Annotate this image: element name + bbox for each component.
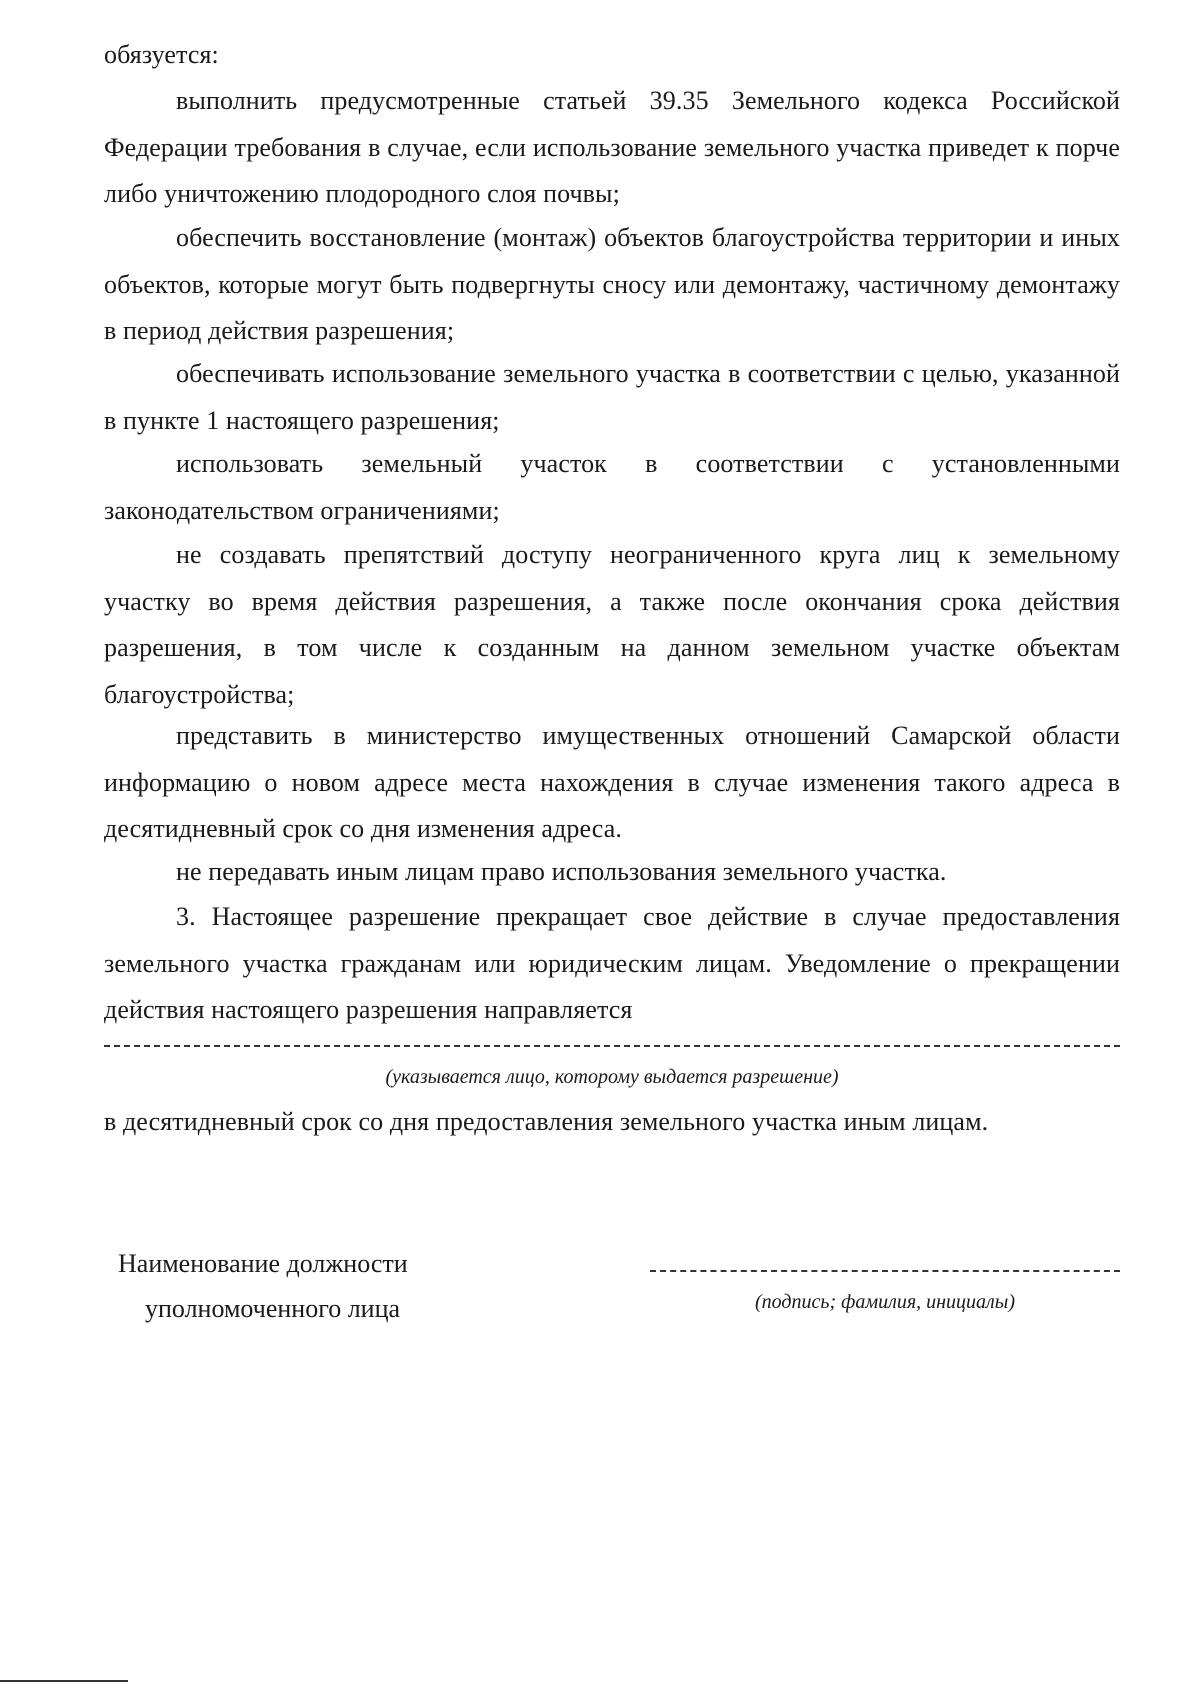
paragraph-no-transfer: не передавать иным лицам право использования земельного участка. [176, 857, 947, 886]
position-title-line2: уполномоченного лица [145, 1294, 401, 1323]
paragraph-termination: 3. Настоящее разрешение прекращает свое действие в случае предоставления земельного участка гражданам или юридическим лицам. Уведомление о прекращении действия настоящего разрешения направляется [104, 902, 1120, 1024]
paragraph-address-change: представить в министерство имущественных отношений Самарской области информацию о новом адресе места нахождения в случае изменения такого адреса в десятидневный срок со дня изменения адреса. [104, 721, 1120, 843]
signature-caption: (подпись; фамилия, инициалы) [755, 1291, 1015, 1313]
recipient-caption: (указывается лицо, которому выдается разрешение) [385, 1066, 839, 1088]
position-title-line1: Наименование должности [118, 1249, 408, 1278]
paragraph-access: не создавать препятствий доступу неограниченного круга лиц к земельному участку во время действия разрешения, а также после окончания срока действия разрешения, в том числе к созданным на данном земельном участке объектам благоустройства; [104, 540, 1120, 709]
paragraph-purpose-use: обеспечивать использование земельного участка в соответствии с целью, указанной в пункте 1 настоящего разрешения; [104, 359, 1120, 435]
paragraph-restrictions: использовать земельный участок в соответствии с установленными законодательством ограничениями; [104, 449, 1120, 525]
recipient-blank-line [104, 1045, 1120, 1047]
signature-blank-line [650, 1270, 1120, 1272]
lead-text: обязуется: [104, 40, 219, 69]
closing-line: в десятидневный срок со дня предоставления земельного участка иным лицам. [104, 1107, 989, 1136]
paragraph-restoration: обеспечить восстановление (монтаж) объектов благоустройства территории и иных объектов, которые могут быть подвергнуты сносу или демонтажу, частичному демонтажу в период действия разрешения; [104, 223, 1120, 345]
paragraph-soil-requirements: выполнить предусмотренные статьей 39.35 Земельного кодекса Российской Федерации требования в случае, если использование земельного участка приведет к порче либо уничтожению плодородного слоя почвы; [104, 86, 1120, 208]
corner-mark [0, 1680, 128, 1682]
